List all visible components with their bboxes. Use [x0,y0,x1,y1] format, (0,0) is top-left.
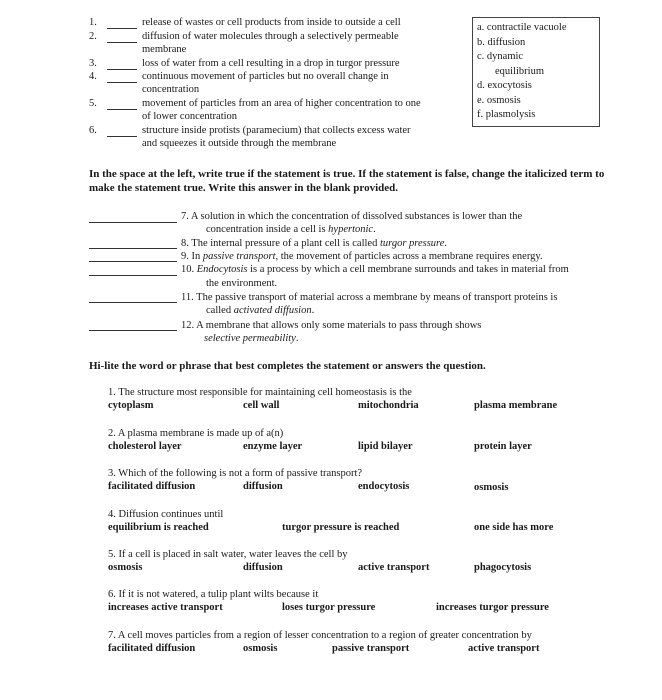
tf-answer-blank[interactable] [89,275,177,276]
tf-italic-term: selective permeability [204,333,296,344]
answer-blank[interactable] [107,109,137,110]
tf-italic-term: turgor pressure [379,238,445,249]
match-definition: movement of particles from an area of higher concentration to one [142,98,421,109]
word-bank-item: d. exocytosis [477,80,532,91]
mc-option[interactable]: increases turgor pressure [436,602,549,613]
tf-answer-blank[interactable] [89,302,177,303]
match-definition: structure inside protists (paramecium) that collects excess water [142,125,411,136]
mc-option[interactable]: active transport [468,643,540,654]
answer-blank[interactable] [107,28,137,29]
word-bank-item: f. plasmolysis [477,109,536,120]
tf-statement-continued: called activated diffusion. [206,305,315,316]
mc-option[interactable]: enzyme layer [243,441,303,452]
answer-blank[interactable] [107,82,137,83]
mc-option[interactable]: osmosis [243,643,278,654]
mc-option[interactable]: cholesterol layer [108,441,182,452]
mc-option[interactable]: osmosis [474,482,509,493]
word-bank-item: b. diffusion [477,36,526,48]
mc-question: 6. If it is not watered, a tulip plant wilts because it [108,589,319,600]
tf-italic-term: hypertonic [328,224,374,235]
match-number: 6. [89,125,97,136]
mc-option[interactable]: endocytosis [358,481,410,492]
mc-question: 3. Which of the following is not a form of passive transport? [108,468,363,479]
word-bank-item: equilibrium [495,65,544,77]
mc-option[interactable]: passive transport [332,643,410,654]
mc-question: 7. A cell moves particles from a region of lesser concentration to a region of greater concentration by [108,630,532,641]
tf-statement: 10. Endocytosis is a process by which a cell membrane surrounds and takes in material from [181,264,569,275]
tf-answer-blank[interactable] [89,261,177,262]
mc-question: 4. Diffusion continues until [108,509,224,520]
mc-option[interactable]: one side has more [474,522,554,533]
match-definition-continued: concentration [142,84,200,95]
word-bank-item: a. contractile vacuole [477,22,567,33]
tf-italic-term: Endocytosis [196,264,248,275]
tf-instructions: In the space at the left, write true if the statement is true. If the statement is false, change the italicized term to make the statement true. Write this answer in the blank provided. [89,168,605,194]
tf-italic-term: passive transport [202,251,276,262]
tf-answer-blank[interactable] [89,222,177,223]
tf-statement-continued: selective permeability. [204,333,299,344]
match-number: 1. [89,17,97,28]
match-definition: continuous movement of particles but no overall change in [142,71,389,82]
mc-option[interactable]: protein layer [474,441,532,452]
mc-option[interactable]: active transport [358,562,430,573]
mc-question: 5. If a cell is placed in salt water, water leaves the cell by [108,549,348,560]
tf-statement-continued: concentration inside a cell is hypertonic. [206,224,376,235]
mc-option[interactable]: loses turgor pressure [282,602,376,613]
mc-option[interactable]: cell wall [243,400,280,411]
word-bank-item: e. osmosis [477,94,521,106]
match-number: 3. [89,58,97,69]
word-bank-item: c. dynamic [477,51,524,62]
tf-statement: 9. In passive transport, the movement of particles across a membrane requires energy. [181,251,543,262]
match-definition: loss of water from a cell resulting in a drop in turgor pressure [142,58,400,69]
tf-statement: 8. The internal pressure of a plant cell is called turgor pressure. [181,238,448,249]
mc-option[interactable]: diffusion [243,562,283,573]
mc-option[interactable]: phagocytosis [474,562,532,573]
mc-option[interactable]: diffusion [243,481,283,492]
match-number: 5. [89,98,97,109]
mc-option[interactable]: lipid bilayer [358,441,413,452]
word-bank [472,17,600,127]
mc-question: 2. A plasma membrane is made up of a(n) [108,428,284,439]
tf-statement: 12. A membrane that allows only some materials to pass through shows [181,320,482,331]
match-number: 4. [89,71,97,82]
tf-answer-blank[interactable] [89,330,177,331]
answer-blank[interactable] [107,42,137,43]
mc-option[interactable]: osmosis [108,562,143,573]
answer-blank[interactable] [107,136,137,137]
answer-blank[interactable] [107,69,137,70]
tf-answer-blank[interactable] [89,248,177,249]
mc-instructions: Hi-lite the word or phrase that best completes the statement or answers the question. [89,360,486,372]
tf-statement: 7. A solution in which the concentration of dissolved substances is lower than the [181,211,523,222]
mc-option[interactable]: increases active transport [108,602,223,613]
match-definition: release of wastes or cell products from inside to outside a cell [142,17,401,28]
mc-option[interactable]: facilitated diffusion [108,481,196,492]
mc-option[interactable]: facilitated diffusion [108,643,196,654]
match-definition-continued: of lower concentration [142,111,238,122]
tf-statement-continued: the environment. [206,278,278,289]
mc-option[interactable]: equilibrium is reached [108,522,209,533]
mc-option[interactable]: plasma membrane [474,400,558,411]
tf-italic-term: activated diffusion [233,305,312,316]
mc-question: 1. The structure most responsible for maintaining cell homeostasis is the [108,387,412,398]
mc-option[interactable]: cytoplasm [108,400,154,411]
mc-option[interactable]: mitochondria [358,400,419,411]
mc-option[interactable]: turgor pressure is reached [282,522,400,533]
match-definition-continued: membrane [142,44,187,55]
tf-statement: 11. The passive transport of material across a membrane by means of transport proteins is [181,292,558,303]
match-definition-continued: and squeezes it outside through the membrane [142,138,337,149]
match-number: 2. [89,31,97,42]
match-definition: diffusion of water molecules through a selectively permeable [142,31,399,42]
